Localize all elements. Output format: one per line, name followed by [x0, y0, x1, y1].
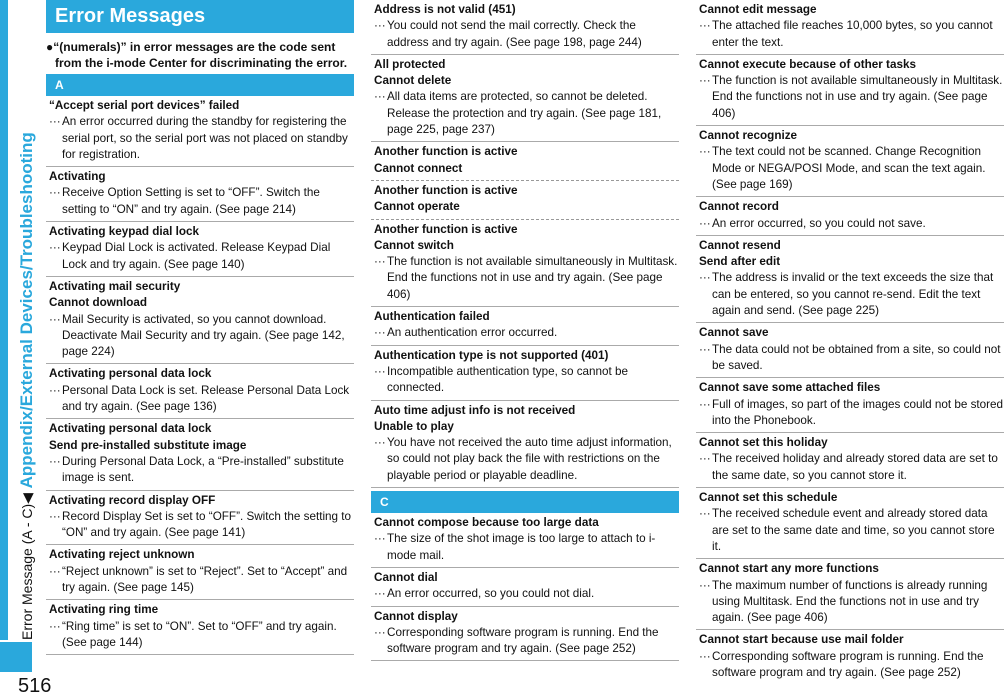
error-description-text: The received schedule event and already stored data are set to the same date and time, so you cannot store it.	[712, 507, 995, 553]
error-description	[49, 114, 354, 163]
error-message-heading: Cannot set this holiday	[699, 436, 828, 450]
bullet-icon: ●	[46, 40, 54, 54]
error-description-text: The received holiday and already stored data are set to the same date, so you cannot store it.	[712, 452, 998, 482]
error-entry	[46, 600, 354, 655]
error-message-heading: Cannot start because use mail folder	[699, 633, 904, 647]
error-message-heading: Activating record display OFF	[49, 493, 216, 507]
error-description	[699, 216, 1004, 232]
error-message-heading: Address is not valid (451)	[374, 3, 516, 16]
ellipsis-marker: ···	[49, 619, 61, 633]
error-description	[374, 254, 679, 303]
error-message-heading: Cannot recognize	[699, 129, 798, 143]
error-entry	[696, 55, 1004, 126]
error-entry	[46, 167, 354, 222]
error-description	[49, 240, 354, 273]
column-1	[46, 0, 354, 655]
error-description-text: An error occurred, so you could not save.	[712, 216, 926, 230]
error-entry	[371, 607, 679, 662]
side-accent-block	[0, 642, 32, 672]
error-message-heading: Cannot delete	[374, 74, 452, 88]
error-entry	[696, 197, 1004, 236]
error-entry	[371, 142, 679, 181]
side-chapter-title: Appendix/External Devices/Troubleshooting	[17, 132, 36, 489]
error-entry	[46, 222, 354, 277]
error-description-text: The address is invalid or the text exceeds the size that can be entered, so you cannot re-send. Edit the text again and send. (See page 225)	[712, 271, 994, 318]
error-description	[49, 383, 354, 416]
error-description-text: An error occurred during the standby for registering the serial port, so the serial port was not placed on standby for registration.	[62, 115, 348, 161]
error-entry	[46, 277, 354, 364]
error-entry	[371, 401, 679, 488]
error-entry	[696, 488, 1004, 559]
error-description	[49, 312, 354, 361]
error-entry	[46, 491, 354, 546]
error-message-heading: Activating personal data lock	[49, 422, 212, 436]
error-description-text: The function is not available simultaneously in Multitask. End the functions not in use and try again. (See page 406)	[712, 74, 1003, 120]
error-message-heading: Cannot operate	[374, 200, 460, 214]
error-description	[699, 506, 1004, 555]
side-accent-strip	[0, 0, 8, 640]
error-description	[699, 144, 1004, 193]
error-description-text: During Personal Data Lock, a “Pre-installed” substitute image is sent.	[62, 454, 344, 485]
error-entry	[696, 0, 1004, 55]
error-description	[699, 578, 1004, 627]
ellipsis-marker: ···	[374, 587, 386, 601]
error-description-text: The size of the shot image is too large to attach to i-mode mail.	[387, 532, 656, 562]
error-description-text: Personal Data Lock is set. Release Personal Data Lock and try again. (See page 136)	[62, 383, 350, 414]
error-entry	[696, 630, 1004, 684]
error-description-text: The text could not be scanned. Change Recognition Mode or NEGA/POSI Mode, and scan the text again. (See page 169)	[712, 145, 986, 191]
error-message-heading: Send pre-installed substitute image	[49, 438, 247, 452]
side-chapter-label	[18, 20, 36, 640]
error-description	[49, 454, 354, 487]
error-description	[49, 619, 354, 652]
error-description	[374, 89, 679, 138]
error-message-heading: Cannot connect	[374, 161, 463, 175]
error-message-heading: Cannot switch	[374, 238, 454, 252]
intro-note	[46, 39, 354, 71]
error-message-heading: Cannot display	[374, 609, 458, 623]
page-number: 516	[18, 675, 52, 697]
error-entry	[371, 55, 679, 142]
ellipsis-marker: ···	[49, 509, 61, 523]
error-description-text: Keypad Dial Lock is activated. Release Keypad Dial Lock and try again. (See page 140)	[62, 241, 331, 271]
error-message-heading: Another function is active	[374, 145, 518, 159]
side-tab	[0, 0, 34, 697]
error-message-heading: Another function is active	[374, 183, 518, 197]
error-entry	[696, 433, 1004, 488]
error-message-heading: Authentication type is not supported (401)	[374, 348, 609, 362]
error-description-text: Receive Option Setting is set to “OFF”. Switch the setting to “ON” and try again. (See page 214)	[62, 186, 320, 216]
error-entry	[696, 559, 1004, 630]
error-description-text: An authentication error occurred.	[387, 326, 558, 340]
column-2	[371, 0, 679, 661]
error-description-text: Mail Security is activated, so you cannot download. Deactivate Mail Security and try again. (See page 142, page 224)	[62, 312, 345, 359]
ellipsis-marker: ···	[699, 19, 711, 33]
error-description-text: “Reject unknown” is set to “Reject”. Set to “Accept” and try again. (See page 145)	[62, 564, 348, 595]
ellipsis-marker: ···	[374, 532, 386, 546]
ellipsis-marker: ···	[699, 145, 711, 159]
column-3	[696, 0, 1004, 684]
error-description	[699, 451, 1004, 484]
error-entry	[46, 96, 354, 167]
error-description	[374, 586, 679, 602]
error-entry	[46, 364, 354, 419]
error-entry	[371, 220, 679, 307]
error-description	[699, 397, 1004, 430]
error-message-heading: Cannot compose because too large data	[374, 516, 599, 530]
error-entry	[371, 0, 679, 55]
error-entry	[696, 236, 1004, 323]
error-message-heading: Activating keypad dial lock	[49, 225, 200, 239]
error-entry	[371, 181, 679, 220]
side-section-label: Error Message (A - C)◀	[19, 493, 35, 640]
error-message-heading: All protected	[374, 57, 446, 71]
error-description-text: You could not send the mail correctly. Check the address and try again. (See page 198, page 244)	[387, 19, 642, 49]
error-description	[699, 18, 1004, 51]
error-description	[699, 342, 1004, 375]
error-message-heading: Cannot save some attached files	[699, 381, 881, 395]
error-message-heading: Auto time adjust info is not received	[374, 403, 576, 417]
error-list-a-continued	[371, 0, 679, 488]
error-entry	[371, 346, 679, 401]
error-description	[374, 625, 679, 658]
error-description-text: Full of images, so part of the images could not be stored into the Phonebook.	[712, 397, 1004, 427]
ellipsis-marker: ···	[699, 507, 711, 521]
ellipsis-marker: ···	[374, 625, 386, 639]
ellipsis-marker: ···	[49, 454, 61, 468]
error-message-heading: Cannot dial	[374, 570, 438, 584]
error-description	[374, 325, 679, 341]
error-description-text: “Ring time” is set to “ON”. Set to “OFF” and try again. (See page 144)	[62, 619, 337, 649]
error-message-heading: Another function is active	[374, 222, 518, 236]
error-message-heading: Activating reject unknown	[49, 548, 195, 562]
error-description	[49, 509, 354, 542]
section-header-a: A	[46, 74, 354, 96]
error-message-heading: Send after edit	[699, 255, 781, 269]
ellipsis-marker: ···	[374, 255, 386, 269]
ellipsis-marker: ···	[699, 271, 711, 285]
error-description	[374, 435, 679, 484]
ellipsis-marker: ···	[699, 452, 711, 466]
ellipsis-marker: ···	[374, 19, 386, 33]
ellipsis-marker: ···	[49, 312, 61, 326]
error-description	[699, 649, 1004, 682]
error-description-text: The attached file reaches 10,000 bytes, so you cannot enter the text.	[712, 19, 993, 49]
error-entry	[371, 568, 679, 607]
ellipsis-marker: ···	[699, 216, 711, 230]
error-entry	[46, 419, 354, 490]
error-description-text: Record Display Set is set to “OFF”. Switch the setting to “ON” and try again. (See page 141)	[62, 509, 352, 540]
error-description	[699, 270, 1004, 319]
error-description-text: Corresponding software program is running. End the software program and try again. (See page 252)	[387, 625, 659, 656]
error-message-heading: Cannot set this schedule	[699, 491, 838, 505]
ellipsis-marker: ···	[699, 649, 711, 663]
ellipsis-marker: ···	[49, 241, 61, 255]
ellipsis-marker: ···	[699, 342, 711, 356]
error-description	[49, 185, 354, 218]
ellipsis-marker: ···	[699, 74, 711, 88]
error-entry	[696, 323, 1004, 378]
error-description-text: Corresponding software program is running. End the software program and try again. (See page 252)	[712, 649, 984, 679]
ellipsis-marker: ···	[49, 186, 61, 200]
error-description	[699, 73, 1004, 122]
error-message-heading: “Accept serial port devices” failed	[49, 99, 240, 112]
error-description-text: An error occurred, so you could not dial.	[387, 587, 595, 601]
error-description-text: The maximum number of functions is already running using Multitask. End the functions not in use and try again. (See page 406)	[712, 578, 988, 625]
error-message-heading: Activating	[49, 170, 106, 184]
error-message-heading: Cannot save	[699, 326, 769, 340]
ellipsis-marker: ···	[49, 564, 61, 578]
error-message-heading: Cannot record	[699, 200, 779, 214]
page-title: Error Messages	[46, 0, 354, 33]
error-description-text: You have not received the auto time adjust information, so could not play back the file with restrictions on the playable period or playable deadline.	[387, 436, 672, 482]
error-description	[374, 531, 679, 564]
error-message-heading: Authentication failed	[374, 310, 490, 324]
error-message-heading: Cannot resend	[699, 238, 781, 252]
error-list-a	[46, 96, 354, 655]
error-entry	[371, 513, 679, 568]
error-description-text: All data items are protected, so cannot be deleted. Release the protection and try again. (See page 181, page 225, page 237)	[387, 90, 662, 137]
ellipsis-marker: ···	[49, 115, 61, 129]
error-list-c	[371, 513, 679, 661]
error-message-heading: Activating mail security	[49, 279, 181, 293]
ellipsis-marker: ···	[699, 578, 711, 592]
ellipsis-marker: ···	[374, 326, 386, 340]
error-entry	[696, 126, 1004, 197]
error-message-heading: Activating personal data lock	[49, 367, 212, 381]
error-entry	[46, 545, 354, 600]
error-description-text: The function is not available simultaneously in Multitask. End the functions not in use and try again. (See page 406)	[387, 255, 678, 301]
error-description	[49, 564, 354, 597]
error-message-heading: Cannot execute because of other tasks	[699, 57, 916, 71]
error-description-text: The data could not be obtained from a site, so could not be saved.	[712, 342, 1001, 372]
error-entry	[696, 378, 1004, 433]
error-description	[374, 18, 679, 51]
ellipsis-marker: ···	[699, 397, 711, 411]
intro-text: “(numerals)” in error messages are the code sent from the i-mode Center for discriminating the error.	[53, 40, 348, 70]
error-description	[374, 364, 679, 397]
error-message-heading: Cannot edit message	[699, 3, 817, 16]
error-message-heading: Cannot start any more functions	[699, 562, 879, 576]
ellipsis-marker: ···	[374, 364, 386, 378]
ellipsis-marker: ···	[49, 383, 61, 397]
error-list-c-continued	[696, 0, 1004, 684]
ellipsis-marker: ···	[374, 90, 386, 104]
error-description-text: Incompatible authentication type, so cannot be connected.	[387, 364, 629, 395]
error-message-heading: Unable to play	[374, 419, 454, 433]
error-entry	[371, 307, 679, 346]
error-message-heading: Cannot download	[49, 296, 148, 310]
error-message-heading: Activating ring time	[49, 603, 159, 617]
ellipsis-marker: ···	[374, 436, 386, 450]
section-header-c: C	[371, 491, 679, 513]
